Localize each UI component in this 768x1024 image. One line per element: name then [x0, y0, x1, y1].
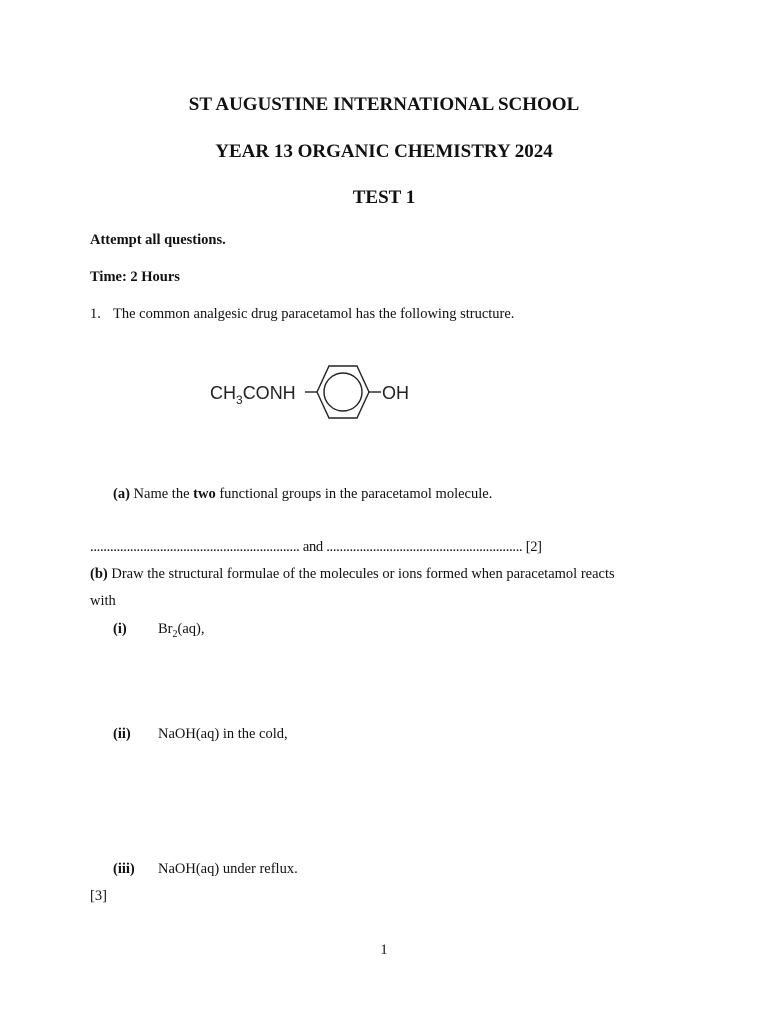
part-a-question — [113, 486, 492, 503]
instructions-attempt: Attempt all questions. — [90, 232, 226, 248]
question-1-number: 1. — [90, 306, 101, 322]
page-number: 1 — [380, 942, 388, 958]
benzene-ring-circle — [324, 373, 362, 411]
test-title: TEST 1 — [352, 187, 416, 208]
part-b-item-iii-text: NaOH(aq) under reflux. — [158, 861, 298, 877]
course-title: YEAR 13 ORGANIC CHEMISTRY 2024 — [215, 141, 553, 162]
part-b-item-ii-label: (ii) — [113, 726, 131, 742]
part-a-marks: [2] — [525, 539, 542, 555]
answer-and: and — [302, 539, 323, 555]
school-title: ST AUGUSTINE INTERNATIONAL SCHOOL — [188, 94, 580, 115]
part-b-text-line2: with — [90, 593, 116, 609]
structure-right-group: OH — [382, 383, 409, 403]
structure-left-group: $CH_3CONH$ — [210, 383, 296, 407]
part-b-label: (b) — [90, 566, 108, 582]
part-a-label: (a) — [113, 486, 130, 502]
answer-blank-2[interactable]: ........................................................... — [326, 539, 523, 555]
part-b-item-iii-label: (iii) — [113, 861, 135, 877]
part-a-text-before: Name the — [133, 486, 190, 502]
part-a-text-bold: two — [193, 486, 216, 502]
paracetamol-structure — [205, 355, 445, 430]
part-b-item-i-reagent: $Br_2(aq)$, — [158, 621, 205, 640]
part-b-item-ii-text: NaOH(aq) in the cold, — [158, 726, 288, 742]
part-b-text-line1: Draw the structural formulae of the molecules or ions formed when paracetamol reacts — [111, 566, 615, 582]
question-1-stem: The common analgesic drug paracetamol has the following structure. — [113, 306, 515, 322]
instructions-time: Time: 2 Hours — [90, 269, 180, 285]
part-b-question — [90, 566, 615, 583]
part-b-item-i-label: (i) — [113, 621, 127, 637]
part-a-text-after: functional groups in the paracetamol molecule. — [219, 486, 493, 502]
answer-blank-1[interactable]: ............................................................... — [90, 539, 300, 555]
part-b-marks: [3] — [90, 888, 107, 904]
part-a-answer-line — [90, 539, 542, 556]
benzene-ring — [317, 366, 369, 418]
